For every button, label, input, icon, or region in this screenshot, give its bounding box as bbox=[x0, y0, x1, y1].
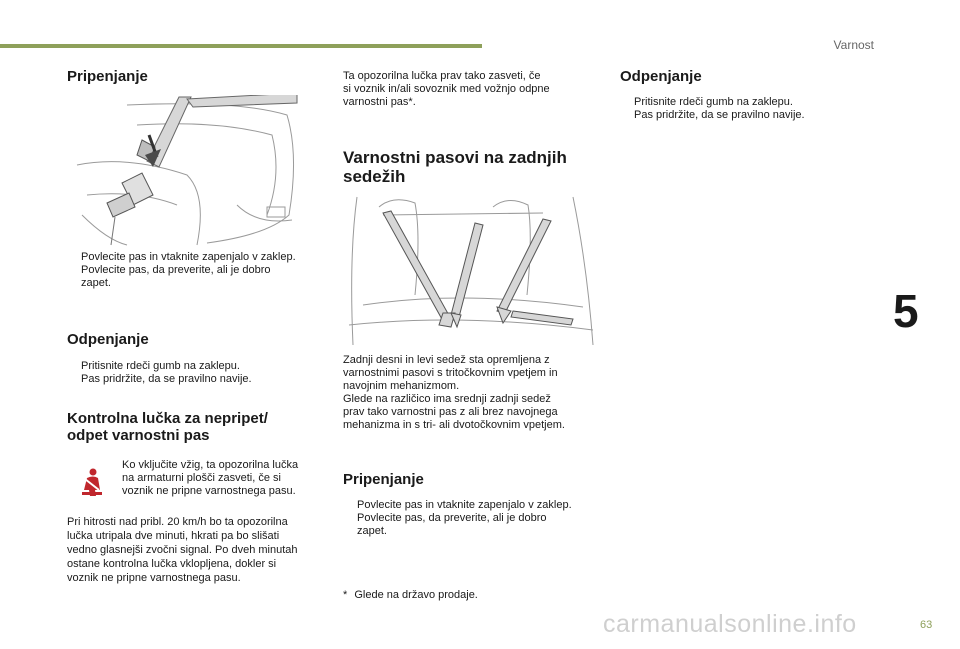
list-item: Povlecite pas, da preverite, ali je dobro zapet. bbox=[81, 264, 271, 289]
warning-lamp-text: Ko vključite vžig, ta opozorilna lučka na armaturni plošči zasveti, če si voznik ne pripne varnostnega pasu. bbox=[122, 459, 299, 497]
chapter-number: 5 bbox=[893, 285, 919, 337]
page-number: 63 bbox=[920, 619, 933, 631]
warning-lamp-intro: Ta opozorilna lučka prav tako zasveti, če si voznik in/ali sovoznik med vožnjo odpne varnostni pas*. bbox=[343, 70, 550, 108]
footnote bbox=[343, 589, 478, 602]
list-item: Pritisnite rdeči gumb na zaklepu. bbox=[634, 96, 793, 108]
fasten-steps-rear bbox=[343, 499, 572, 538]
speed-warning-text: Pri hitrosti nad pribl. 20 km/h bo ta opozorilna lučka utripala dve minuti, hkrati pa bo slišati vedno glasnejši zvočni signal. Po dveh minutah ostane kontrolna lučka vklopljena, dokler si voznik ne pripne varnostnega pasu. bbox=[67, 516, 298, 584]
seatbelt-warning-icon bbox=[79, 468, 105, 498]
list-item: Pas pridržite, da se pravilno navije. bbox=[634, 109, 805, 121]
section-title: Varnost bbox=[833, 38, 874, 52]
list-item: Pas pridržite, da se pravilno navije. bbox=[81, 373, 252, 385]
rear-seatbelt-illustration bbox=[343, 195, 597, 347]
release-heading-rear: Odpenjanje bbox=[620, 68, 702, 85]
footnote-text: Glede na državo prodaje. bbox=[354, 589, 478, 601]
warning-lamp-heading: Kontrolna lučka za nepripet/ odpet varnostni pas bbox=[67, 410, 268, 444]
front-seatbelt-illustration bbox=[67, 95, 299, 247]
release-steps-rear bbox=[620, 96, 805, 122]
rear-seatbelts-heading: Varnostni pasovi na zadnjih sedežih bbox=[343, 148, 567, 186]
release-heading-front: Odpenjanje bbox=[67, 331, 149, 348]
release-steps-front bbox=[67, 360, 252, 386]
list-item: Pritisnite rdeči gumb na zaklepu. bbox=[81, 360, 240, 372]
header-accent-bar bbox=[0, 44, 482, 48]
list-item: Povlecite pas in vtaknite zapenjalo v zaklep. bbox=[81, 251, 296, 263]
footnote-mark: * bbox=[343, 589, 348, 601]
watermark: carmanualsonline.info bbox=[603, 610, 857, 638]
list-item: Povlecite pas, da preverite, ali je dobro zapet. bbox=[357, 512, 547, 537]
list-item: Povlecite pas in vtaknite zapenjalo v zaklep. bbox=[357, 499, 572, 511]
fasten-steps-front bbox=[67, 251, 296, 290]
fasten-heading-front: Pripenjanje bbox=[67, 68, 148, 85]
rear-seatbelts-text: Zadnji desni in levi sedež sta opremljena z varnostnimi pasovi s tritočkovnim vpetjem in navojnim mehanizmom. Glede na različico ima srednji zadnji sedež prav tako varnostni pas z ali brez navojnega mehanizma in s tri- ali dvotočkovnim vpetjem. bbox=[343, 354, 565, 431]
fasten-heading-rear: Pripenjanje bbox=[343, 471, 424, 488]
